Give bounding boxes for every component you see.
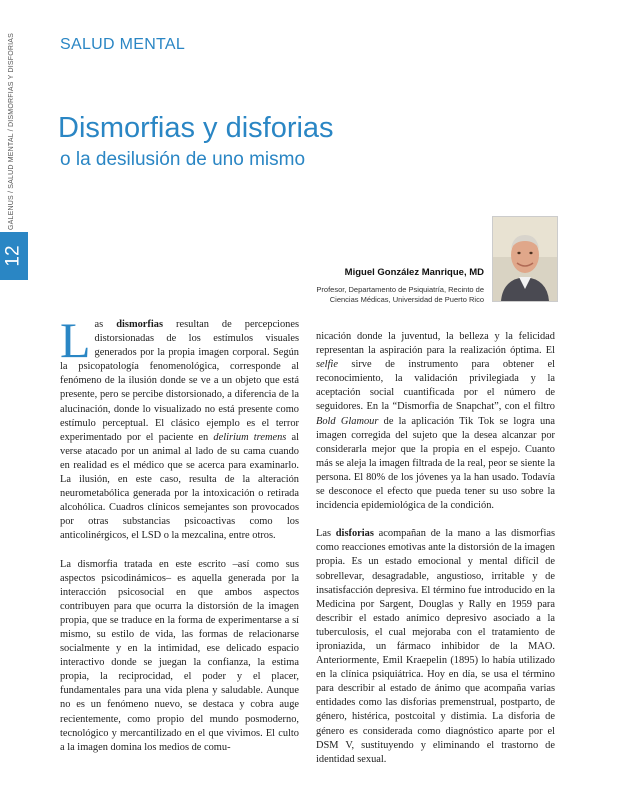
p3-a: nicación donde la juventud, la belleza y la felicidad representan la aspiración para la realización óptima. El	[316, 331, 555, 357]
author-name: Miguel González Manrique, MD	[344, 267, 484, 278]
author-affiliation-line2: Ciencias Médicas, Universidad de Puerto Rico	[329, 295, 484, 304]
drop-cap: L	[60, 312, 91, 368]
p1-a: as	[94, 319, 117, 330]
term-dismorfias: dismorfias	[116, 319, 163, 330]
p3-c: de la aplicación Tik Tok se logra una imagen corregida del sujeto que la desea alcanzar por considerarla mejor que la propia en el espejo. Cuanto más se aleja la imagen filtrada de la real, peor se siente la persona. El 80% de los jóvenes ya la han usado. Todavía se desconoce el efecto que pueda tener su uso sobre la incidencia epidemiológica de la condición.	[316, 415, 555, 512]
author-affiliation	[316, 285, 484, 305]
section-label: SALUD MENTAL	[60, 36, 186, 53]
p1-c: al verse atacado por un animal al lado de su cama cuando en realidad es el médico que se acerca para examinarlo. La ilusión, en este caso, resulta de la alteración neurometabólica generada por la intoxicación o retirada alcohólica. Cuadros clínicos semejantes son provocados por otras substancias psicoactivas como los anticolinérgicos, el LSD o la mezcalina, entre otros.	[60, 431, 299, 542]
p1-b: resultan de percepciones distorsionadas de los estímulos visuales generados por la propia imagen corporal. Según la psicopatología fenomenológica, corresponde al fenómeno de la ilusión donde se ve a un objeto que está presente, pero se percibe distorsionado, a diferencia de la alucinación, donde lo visualizado no está presente como estímulo perceptual. El clásico ejemplo es el terror experimentado por el paciente en	[60, 319, 299, 443]
term-selfie: selfie	[316, 359, 338, 371]
article-subtitle: o la desilusión de uno mismo	[60, 149, 306, 170]
body-column-right	[316, 330, 555, 781]
sidebar	[0, 0, 28, 802]
page-number-tab	[0, 232, 28, 280]
article-title: Dismorfias y disforias	[58, 112, 334, 144]
author-affiliation-line1: Profesor, Departamento de Psiquiatría, Recinto de	[316, 285, 484, 294]
p4-b: acompañan de la mano a las dismorfias como reacciones emotivas ante la distorsión de la imagen propia. Es un estado emocional y mental difícil de sobrellevar, desagradable, angustioso, irritable y de insatisfacción depresiva. El término fue introducido en la Medicina por Sargent, Douglas y Rally en 1959 para describir el estado anímico depresivo asociado a la tuberculosis, el cual mejoraba con el tratamiento de iproniazida, un fármaco inhibidor de la MAO. Anteriormente, Emil Kraepelin (1895) lo había utilizado en la clínica psiquiátrica. Hoy en día, se usa el término para describir al estado de ánimo que acompaña varias entidades como las disforias premenstrual, postparto, de género, histérica, postcoital y distimia. La disforia de género es considerada como diagnóstico aparte por el DSM V, sustituyendo y eliminando el trastorno de identidad sexual.	[316, 528, 555, 765]
term-disforias: disforias	[335, 528, 374, 540]
author-photo	[492, 216, 558, 302]
term-delirium-tremens: delirium tremens	[213, 431, 287, 443]
page-number: 12	[2, 245, 24, 267]
paragraph-3	[316, 330, 555, 513]
p3-b: sirve de instrumento para obtener el reconocimiento, la validación privilegiada y la aceptación social cuantificada por el número de seguidores. En la “Dismorfia de Snapchat”, con el filtro	[316, 359, 555, 413]
p4-a: Las	[316, 528, 336, 540]
paragraph-1	[60, 312, 299, 544]
author-block	[316, 267, 484, 305]
paragraph-2: La dismorfia tratada en este escrito –así como sus aspectos psicodinámicos– es aquella generada por la interacción psicosocial en que ambos aspectos contribuyen para que ocurra la distorsión de la imagen propia, que se traduce en la forma de experimentarse a sí mismo, su estilo de vida, las formas de relacionarse socialmente y en la intimidad, ese delicado espacio interactivo donde se juegan la confianza, la estima propia, la reciprocidad, el poder y el placer, fundamentales para una vida plena y saludable. Aunque no es un fenómeno nuevo, se destaca y cobra auge recientemente, como propio del mundo posmoderno, tecnológico y mercantilizado en el que vivimos. El culto a la imagen domina los medios de comu-	[60, 558, 299, 753]
running-head-text: GALENUS / SALUD MENTAL / DISMORFIAS Y DISFORIAS	[8, 32, 15, 230]
term-bold-glamour: Bold Glamour	[316, 415, 379, 427]
body-column-left	[60, 312, 299, 769]
paragraph-4	[316, 527, 555, 767]
